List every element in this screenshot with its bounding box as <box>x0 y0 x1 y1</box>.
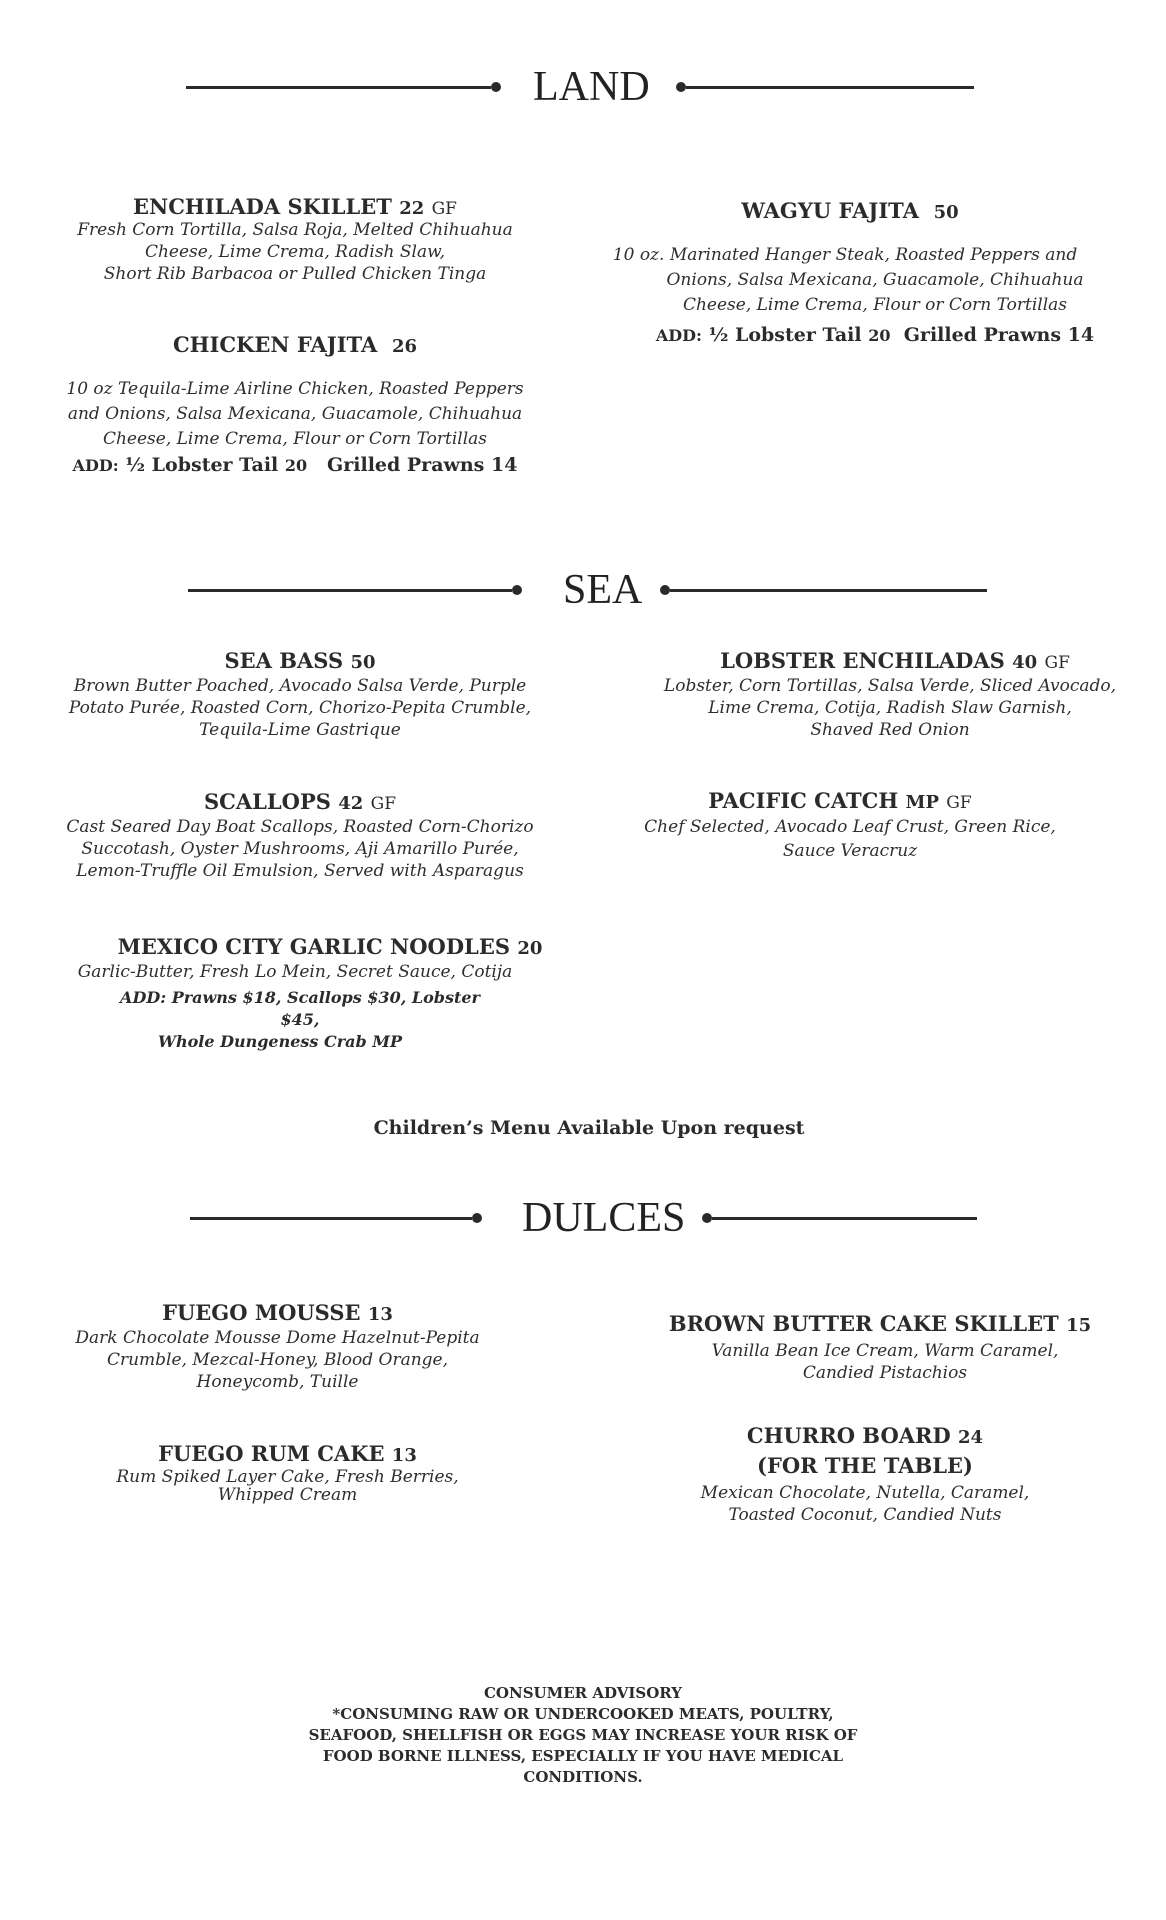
item-name: BROWN BUTTER CAKE SKILLET 15 <box>668 1311 1092 1336</box>
divider-line <box>670 589 987 592</box>
section-title-dulces: DULCES <box>522 1195 686 1241</box>
item-description: Lobster, Corn Tortillas, Salsa Verde, Sliced Avocado, Lime Crema, Cotija, Radish Slaw Garnish, Shaved Red Onion <box>663 676 1117 740</box>
menu-item-fuego-rum-cake <box>50 1441 525 1504</box>
divider-dot <box>512 585 522 595</box>
divider-line <box>188 589 512 592</box>
item-description: 10 oz Tequila-Lime Airline Chicken, Roasted Peppers and Onions, Salsa Mexicana, Guacamole, Chihuahua Cheese, Lime Crema, Flour or Corn Tortillas <box>66 379 524 449</box>
item-description: Cast Seared Day Boat Scallops, Roasted Corn-Chorizo Succotash, Oyster Mushrooms, Aji Amarillo Purée, Lemon-Truffle Oil Emulsion, Served with Asparagus <box>66 817 534 881</box>
item-description: Mexican Chocolate, Nutella, Caramel, Toasted Coconut, Candied Nuts <box>700 1483 1030 1525</box>
item-name: SEA BASS 50 <box>224 648 376 673</box>
advisory-line: *CONSUMING RAW OR UNDERCOOKED MEATS, POULTRY, <box>332 1705 834 1723</box>
divider-dot <box>702 1213 712 1223</box>
item-add-ons: ADD: Prawns $18, Scallops $30, Lobster $45, Whole Dungeness Crab MP <box>120 988 480 1051</box>
advisory-line: FOOD BORNE ILLNESS, ESPECIALLY IF YOU HAVE MEDICAL <box>322 1747 844 1765</box>
item-description: Garlic-Butter, Fresh Lo Mein, Secret Sauce, Cotija <box>77 962 513 982</box>
advisory-line: SEAFOOD, SHELLFISH OR EGGS MAY INCREASE YOUR RISK OF <box>308 1726 858 1744</box>
section-title-sea: SEA <box>563 567 643 613</box>
divider-line <box>712 1217 977 1220</box>
item-description: Dark Chocolate Mousse Dome Hazelnut-Pepita Crumble, Mezcal-Honey, Blood Orange, Honeycomb, Tuille <box>75 1328 480 1392</box>
divider-dot <box>472 1213 482 1223</box>
section-header-land <box>0 64 1166 110</box>
menu-item-pacific-catch <box>600 788 1100 863</box>
item-name: CHURRO BOARD 24 <box>746 1423 984 1448</box>
menu-item-garlic-noodles <box>60 934 570 1053</box>
item-name: MEXICO CITY GARLIC NOODLES 20 <box>117 934 543 959</box>
item-add-ons: ADD: ½ Lobster Tail 20 Grilled Prawns 14 <box>655 324 1095 346</box>
advisory-title: CONSUMER ADVISORY <box>483 1684 682 1702</box>
item-description: Rum Spiked Layer Cake, Fresh Berries, Whipped Cream <box>116 1467 459 1505</box>
menu-item-sea-bass <box>40 648 560 741</box>
section-title-land: LAND <box>533 64 650 110</box>
divider-dot <box>660 585 670 595</box>
menu-item-wagyu-fajita <box>610 198 1140 346</box>
menu-item-brown-butter-cake-skillet <box>630 1311 1130 1384</box>
item-name: ENCHILADA SKILLET 22 GF <box>133 194 457 219</box>
menu-item-fuego-mousse <box>40 1300 515 1393</box>
item-name: SCALLOPS 42 GF <box>203 789 397 814</box>
item-description: Fresh Corn Tortilla, Salsa Roja, Melted Chihuahua Cheese, Lime Crema, Radish Slaw, Short Rib Barbacoa or Pulled Chicken Tinga <box>77 220 513 284</box>
item-name: FUEGO MOUSSE 13 <box>162 1300 393 1325</box>
item-name: WAGYU FAJITA 50 <box>741 198 959 223</box>
item-description: Vanilla Bean Ice Cream, Warm Caramel, Candied Pistachios <box>711 1341 1059 1383</box>
menu-item-churro-board <box>630 1422 1100 1526</box>
advisory-line: CONDITIONS. <box>523 1768 643 1786</box>
divider-line <box>686 86 974 89</box>
divider-dot <box>676 82 686 92</box>
childrens-menu-note: Children’s Menu Available Upon request <box>373 1117 805 1139</box>
section-header-dulces <box>0 1195 1166 1241</box>
divider-line <box>190 1217 472 1220</box>
item-name: PACIFIC CATCH MP GF <box>708 788 972 813</box>
item-description: Brown Butter Poached, Avocado Salsa Verde, Purple Potato Purée, Roasted Corn, Chorizo-Pepita Crumble, Tequila-Lime Gastrique <box>68 676 532 740</box>
menu-item-scallops <box>40 789 560 882</box>
item-name: FUEGO RUM CAKE 13 <box>158 1441 417 1466</box>
menu-item-chicken-fajita <box>40 332 550 476</box>
item-add-ons: ADD: ½ Lobster Tail 20 Grilled Prawns 14 <box>72 454 518 476</box>
section-header-sea <box>0 567 1166 613</box>
consumer-advisory <box>243 1683 923 1788</box>
menu-item-lobster-enchiladas <box>620 648 1140 741</box>
item-name: CHICKEN FAJITA 26 <box>172 332 418 357</box>
item-subtitle: (FOR THE TABLE) <box>757 1453 973 1478</box>
item-description: Chef Selected, Avocado Leaf Crust, Green Rice, Sauce Veracruz <box>644 817 1056 861</box>
divider-dot <box>491 82 501 92</box>
menu-item-enchilada-skillet <box>40 194 550 285</box>
item-name: LOBSTER ENCHILADAS 40 GF <box>720 648 1070 673</box>
item-description: 10 oz. Marinated Hanger Steak, Roasted Peppers and Onions, Salsa Mexicana, Guacamole, Chihuahua Cheese, Lime Crema, Flour or Corn Tortillas <box>612 245 1084 315</box>
divider-line <box>186 86 491 89</box>
